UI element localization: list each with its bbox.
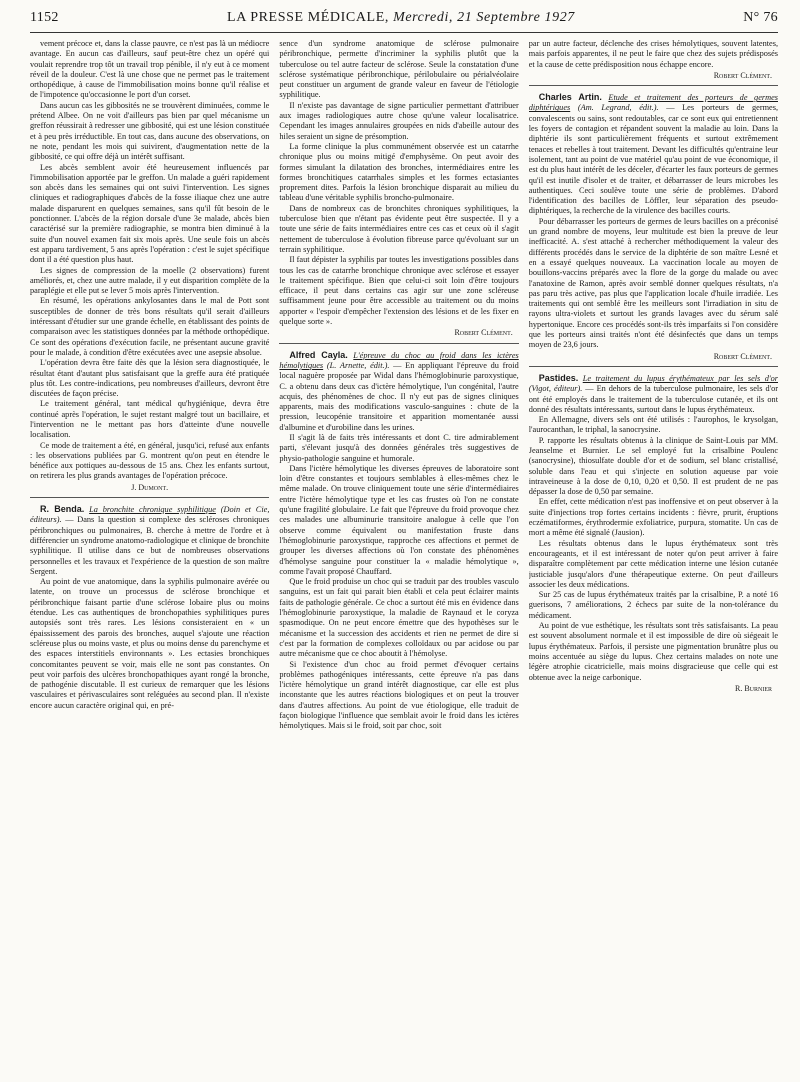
review-text: — En dehors de la tuberculose pulmonaire, les sels d'or ont été employés dans le traitement de la tuberculose cutanée, et ils ont donné des résultats intéressants, surtout dans le lupus érythémateux. — [528, 384, 778, 414]
paragraph: En résumé, les opérations ankylosantes dans le mal de Pott sont susceptibles de donner de très bons résultats qu'il serait d'ailleurs intéressant d'étudier sur une grande échelle, en établissant des points de comparaison avec les statistiques données par la méthode orthopédique. Ce sont des opérations d'exécution facile, ne présentant aucune gravité pour le malade, à condition d'être exécutées avec une asepsie absolue. — [30, 296, 270, 357]
columns — [30, 39, 778, 1079]
paragraph: Il n'existe pas davantage de signe particulier permettant d'attribuer aux images radiologiques autre chose qu'une valeur localisatrice. Cependant les images annulaires groupées en nids d'abeille autour des hiles seraient un signe de présomption. — [279, 100, 519, 141]
review-publisher: (Doin et Cie, éditeurs). — [30, 505, 270, 525]
paragraph: par un autre facteur, déclenche des crises hémolytiques, souvent latentes, mais parfois apparentes, il ne peut le faire que chez des sujets prédisposés et la cause de cette prédisposition nous échappe encore. — [528, 39, 778, 69]
review-author: Pastides. — [538, 372, 579, 383]
review-text: — Les porteurs de germes, convalescents ou sains, sont redoutables, car ce sont eux qui entretiennent les foyers de contagion et répandent souvent la maladie au loin. Dans la diphtérie ils sont particulièrement fréquents et surtout extrêmement tenaces et rebelles à tout traitement. Devant les difficultés qu'entraine leur isolement, tant au point de vue matériel qu'au point de vue économique, il est du plus haut intérêt de les déceler, d'écarter les faux porteurs de germes qu'il est inutile d'isoler et de traiter, et débarrasser de leurs microbes les authentiques. Ceci soulève toute une série de problèmes. D'abord l'identification des bacilles de Löffler, leur séparation des pseudo-diphtériques, la recherche de la virulence des bacilles courts. — [528, 103, 778, 216]
paragraph: sence d'un syndrome anatomique de sclérose pulmonaire péribronchique, permette d'incriminer la syphilis plutôt que la tuberculose ou tel autre facteur de sclérose. Seule la constatation d'une sclérose systématique péribronchique, périlobulaire ou périalvéolaire peut constituer un argument de grande valeur en faveur de l'étiologie syphilitique. — [279, 39, 519, 100]
journal-title: LA PRESSE MÉDICALE — [227, 10, 385, 25]
column-1 — [30, 39, 269, 1079]
paragraph: vement précoce et, dans la classe pauvre, ce n'est pas là un médiocre avantage. En aucun cas d'ailleurs, sauf peut-être chez un opéré qui voulait reprendre trop tôt un travail trop pénible, il n'y eut à ce moment réveil de la douleur. C'est là une chose que ne permet pas le traitement orthopédique, à cause de l'immobilisation moins bonne qu'il réalise et de l'impotence qu'occasionne le port d'un corset. — [30, 39, 270, 100]
review-publisher: (L. Arnette, édit.). — [326, 360, 390, 370]
paragraph: Il s'agit là de faits très intéressants et dont C. tire admirablement parti, s'élevant jusqu'à des données générales très suggestives de physio-pathologie sanguine et humorale. — [279, 432, 519, 463]
signature: R. Burnier — [735, 683, 773, 693]
review-author: Charles Artin. — [538, 92, 602, 103]
review-title: L'épreuve du choc au froid dans les ictères hémolytiques — [279, 350, 519, 370]
review-title: Le traitement du lupus érythémateux par les sels d'or — [582, 373, 778, 383]
paragraph: En effet, cette médication n'est pas inoffensive et on peut observer à la suite d'injections trop fortes certains incidents : fièvre, prurit, éruptions eczématiformes, érythrodermie exfoliatrice, purpura, stomatite. Un cas de mort a même été signalé (Jausion). — [528, 497, 778, 538]
page-header — [30, 10, 778, 33]
article-divider — [529, 366, 778, 367]
review-pastides — [529, 373, 778, 683]
paragraph: Le traitement général, tant médical qu'hygiénique, devra être continué après l'opération, le sujet restant malgré tout un bacillaire, et l'intervention ne le mettant pas hors d'atteinte d'une nouvelle localisation. — [30, 399, 270, 440]
review-cayla — [279, 350, 518, 732]
review-publisher: (Am. Legrand, édit.). — [577, 103, 659, 113]
review-text: — Dans la question si complexe des scléroses chroniques péribronchiques ou pulmonaires, B. cherche à mettre de l'ordre et à différencier un syndrome anatomo-radiologique et clinique de bronchite syphilitique. Il utilise dans ce but de nombreuses observations personnelles et les travaux et l'expérience de la question de son maître Sergent. — [30, 515, 270, 576]
article-divider — [279, 343, 518, 344]
paragraph: La forme clinique la plus communément observée est un catarrhe chronique plus ou moins mitigé d'emphysème. On peut avoir des formes simulant la dilatation des bronches, intermédiaires entre les formes bronchitiques catarrhales simples et les formes ectasiantes proprement dites. Parfois la lésion bronchique disparait au milieu du tableau d'une véritable syphilis broncho-pulmonaire. — [279, 141, 519, 203]
article-divider — [529, 85, 778, 86]
paragraph: Que le froid produise un choc qui se traduit par des troubles vasculo sanguins, est un fait qui parait bien établi et cela peut éclairer maints faits de pathologie générale. Ce choc a surtout été mis en évidence dans l'hémoglobinurie paroxystique, la maladie de Raynaud et le coryza spasmodique. On ne peut encore émettre que des hypothèses sur le mécanisme et la succession des accidents et rien ne permet de dire si c'est par la formation de complexes colloïdaux ou par acidose ou par autre mécanisme que ce choc aboutit à l'hémolyse. — [279, 577, 519, 659]
issue-number: N° 76 — [743, 10, 778, 25]
signature: Robert Clément. — [713, 351, 773, 361]
column-2 — [279, 39, 518, 1079]
journal-title-line: LA PRESSE MÉDICALE, Mercredi, 21 Septembre 1927 — [227, 10, 575, 25]
issue-date: Mercredi, 21 Septembre 1927 — [393, 10, 575, 25]
review-publisher: (Vigot, éditeur). — [528, 384, 583, 394]
paragraph: Pour débarrasser les porteurs de germes de leurs bacilles on a préconisé un grand nombre de moyens, leur multitude est bien la preuve de leur inefficacité. A. s'est attaché à rechercher méthodiquement la valeur des différents procédés dans le service de la diphtérie de son maître Lesné et en a essayé quelques nouveaux. La vaccination locale au moyen de bouillons-vaccins préparés avec la flore de la gorge du malade ou avec l'anatoxine de Ramon, après avoir semblé donner quelques résultats, n'a pas paru très active, pas plus que l'application locale d'huile irradiée. Les traitements qui ont semblé être les meilleurs sont l'irradiation in situ de rayons ultra-violets et surtout les grands lavages avec du sérum salé hypertonique. Encore ces procédés sont-ils très imparfaits si l'on considère que les porteurs ainsi traités n'ont été désinfectés que dans un temps moyen de 23,6 jours. — [528, 216, 778, 350]
review-lead — [529, 92, 778, 217]
column-3 — [529, 39, 778, 1079]
review-title: La bronchite chronique syphilitique — [89, 505, 216, 515]
review-author: Alfred Cayla. — [289, 349, 348, 360]
paragraph: Au point de vue anatomique, dans la syphilis pulmonaire avérée ou latente, on trouve un processus de sclérose bronchique et péribronchique faisant partie d'une sclérose lobaire plus ou moins étendue. Les cas authentiques de bronchopathies syphilitiques pures autopsiés sont très rares. Les lésions consisteraient en « un épaississement des parois des bronches, auquel s'ajoute une réaction scléreuse plus ou moins vaste, et plus ou moins dense du parenchyme et des espaces interstitiels environnants ». Les ectasies bronchiques concomitantes peuvent se voir, mais elle ne sont pas constantes. On peut voir parfois des ulcères bronchopathiques ayant rongé la bronche, de pathogénie discutable. Il est curieux de remarquer que les lésions vasculaires et périvasculaires sont reléguées au second plan. Il n'existe encore aucun caractère original qui, en pré- — [30, 577, 270, 710]
paragraph: Il faut dépister la syphilis par toutes les investigations possibles dans tous les cas de catarrhe bronchique chronique avec sclérose et essayer le traitement spécifique. Bien que celui-ci soit loin d'être toujours efficace, il peut dans certains cas agir sur une zone scléreuse suffisamment jeune pour être accessible au traitement ou du moins apporter « l'espoir d'empêcher l'extension des lésions et de les fixer en quelque sorte ». — [279, 255, 519, 327]
review-title: Etude et traitement des porteurs de germes diphtériques — [528, 93, 778, 113]
paragraph: L'opération devra être faite dès que la lésion sera diagnostiquée, le résultat étant d'autant plus satisfaisant que la greffe aura été pratiquée plus tôt. Les contre-indications, peu nombreuses d'ailleurs, devront être discutées de façon précise. — [30, 358, 270, 399]
paragraph: Au point de vue esthétique, les résultats sont très satisfaisants. La peau est souvent absolument normale et il est impossible de dire où siégeait le lupus érythémateux. Parfois, il persiste une pigmentation brunâtre plus ou moins accentuée au siège du lupus. Chez certains malades on note une légère atrophie cicatricielle, mais moins disgracieuse que celle qui est obtenue avec la neige carbonique. — [528, 621, 778, 682]
paragraph: Les abcès semblent avoir été heureusement influencés par l'immobilisation apportée par le greffon. Un malade a guéri rapidement son abcès dans les semaines qui ont suivi l'intervention. Les signes cliniques et radiographiques d'abcès de la fosse iliaque chez une autre malade disparurent en quelques semaines, sans qu'il fût besoin de le ponctionner. L'abcès de la région dorsale d'une 3e malade, abcès bien caractérisé sur la première radiographie, se montra bien diminué à la suite d'un nouvel examen fait six mois après. Une seule fois un abcès est apparu tardivement, 5 ans après l'opération : c'est le sujet spécifique dont il a été question plus haut. — [30, 162, 270, 265]
paragraph: Dans l'ictère hémolytique les diverses épreuves de laboratoire sont loin d'être constantes et toujours semblables à elles-mêmes chez le même malade. On trouve cliniquement toute une série d'intermédiaires entre l'ictère hémolytique type et les cas frustes où l'on ne constate qu'une fragilité globulaire. Le fait que l'épreuve du froid provoque chez ces malades une albuminurie transitoire analogue à celle que l'on observe comme équivalent ou manifestation fruste dans l'hémoglobinurie paroxystique, rapproche ces affections et permet de grouper les diverses affections où l'on constate des phénomènes d'hémolyse sanguine pour constituer la « maladie hémolytique », comme l'avait proposé Chauffard. — [279, 463, 519, 576]
paragraph: En Allemagne, divers sels ont été utilisés : l'aurophos, le krysolgan, l'aurocanthan, le triphal, la sanocrysine. — [528, 415, 778, 435]
article-divider — [30, 497, 269, 498]
page-number: 1152 — [30, 10, 59, 25]
paragraph: Les résultats obtenus dans le lupus érythémateux sont très encourageants, et il est intéressant de noter qu'on peut arriver à faire disparaître complètement par cette médication interne une lésion cutanée justiciable jusqu'alors d'une thérapeutique externe. On peut d'ailleurs associer les deux médications. — [528, 538, 778, 589]
paragraph: Sur 25 cas de lupus érythémateux traités par la crisalbine, P. a noté 16 guerisons, 7 améliorations, 2 échecs par suite de la non-tolérance du médicament. — [528, 590, 778, 620]
paragraph: Si l'existence d'un choc au froid permet d'évoquer certains problèmes pathogéniques intéressants, cette épreuve n'a pas dans l'ictère hémolytique un grand intérêt diagnostique, car elle est plus inconstante que les autres réactions biologiques et on peut la trouver dans d'autres affections. Au point de vue étiologique, elle traduit de façon biologique l'influence que semblait avoir le froid dans les ictères hémolytiques. Mais si le froid, soit par choc, soit — [279, 659, 519, 731]
review-lead — [30, 504, 269, 577]
review-artin — [529, 92, 778, 350]
signature: Robert Clément. — [454, 328, 513, 338]
paragraph: Dans aucun cas les gibbosités ne se trouvèrent diminuées, comme le prétend Albee. On ne voit d'ailleurs pas bien par quel mécanisme un greffon réussirait à redresser une gibbosité, qui est une lésion constituée et à peu près irréductible. En tout cas, dans aucune des observations, on ne note, pendant les mois qui suivirent, d'augmentation nette de la gibbosité, ce qui offre déjà un intérêt suffisant. — [30, 100, 270, 162]
review-lead — [279, 350, 518, 433]
signature: J. Dumont. — [131, 482, 169, 492]
signature: Robert Clément. — [713, 70, 773, 80]
paragraph: P. rapporte les résultats obtenus à la clinique de Saint-Louis par MM. Jeanselme et Burnier. Le sel employé fut la crisalbine Poulenc (sanocrysine), thiosulfate double d'or et de sodium, sel blanc cristallisé, soluble dans l'eau et qui s'injecte en solution aqueuse par voie intraveineuse à la dose de 0,10, 0,20 et 0,50. Il est prudent de ne pas dépasser la dose de 0,50 par semaine. — [528, 435, 778, 497]
paragraph: Les signes de compression de la moelle (2 observations) furent améliorés, et, chez une autre malade, il y eut disparition complète de la paraplégie et elle put se lever 5 mois après l'intervention. — [30, 265, 270, 296]
review-lead — [529, 373, 778, 415]
review-text: — En appliquant l'épreuve du froid local naguère proposée par Widal dans l'hémoglobinurie paroxystique, C. a obtenu dans deux cas d'ictère hémolytique, l'un congénital, l'autre acquis, des phénomènes de choc. Il n'y eut pas de signes cliniques apparents, mais des modifications vasculo-sanguines : chute de la pression, leucopénie transitoire et apparition momentanée aussi d'albumine et d'urobiline dans les urines. — [279, 360, 519, 432]
review-benda — [30, 504, 269, 711]
review-author: R. Benda. — [40, 504, 85, 515]
paragraph: Ce mode de traitement a été, en général, jusqu'ici, refusé aux enfants : les observations publiées par G. montrent qu'on peut en étendre le bénéfice aux pottiques au-dessous de 15 ans. Chez les enfants surtout, on retirera les plus grands avantages de l'opération précoce. — [30, 440, 270, 481]
paragraph: Dans de nombreux cas de bronchites chroniques syphilitiques, la tuberculose bien que n'étant pas évidente peut être suspectée. Il y a toute une série de faits intermédiaires entre ces cas et ceux où il s'agit nettement de tuberculose à évolution fibreuse parce qu'évoluant sur un terrain syphilitique. — [279, 203, 519, 254]
